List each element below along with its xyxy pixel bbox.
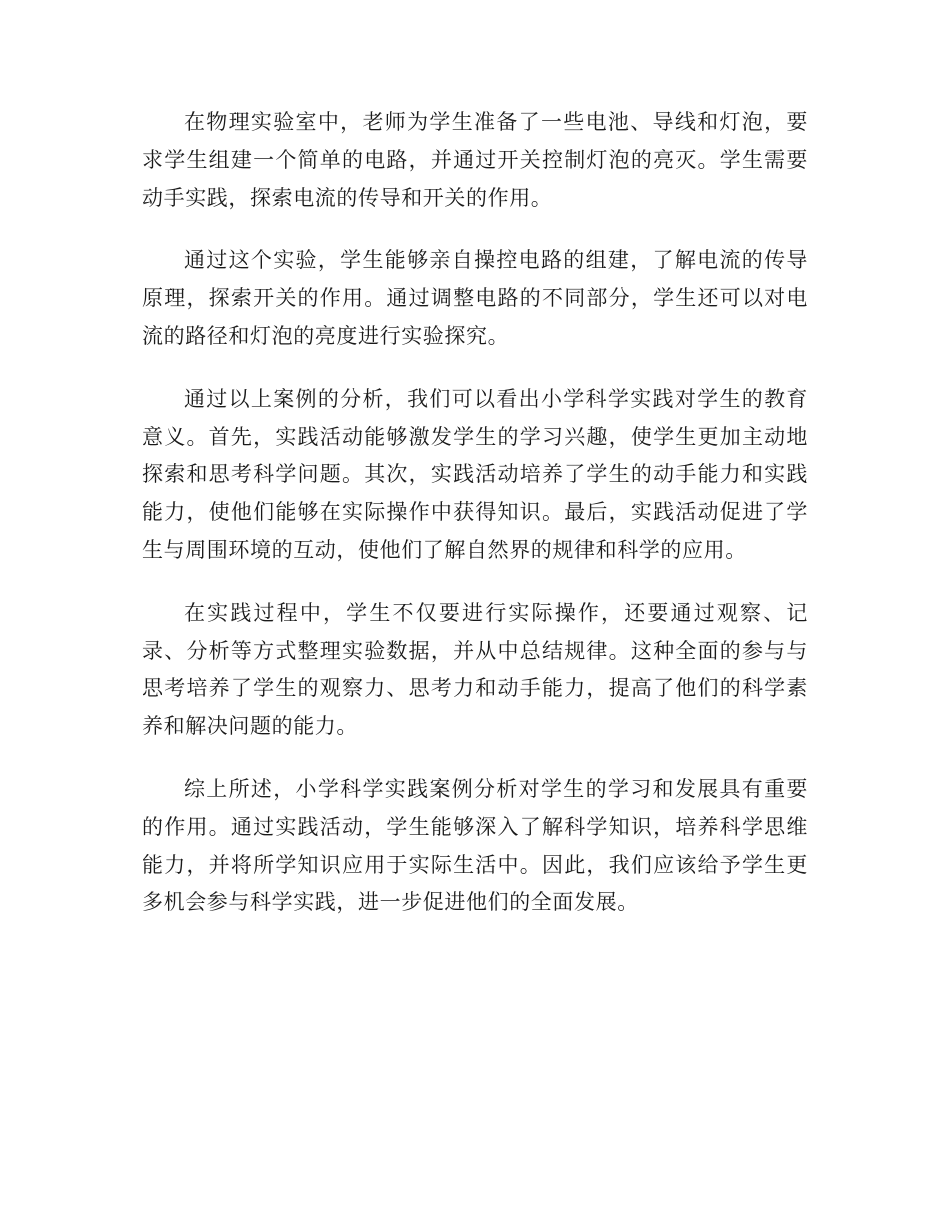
document-body bbox=[142, 104, 808, 947]
paragraph-practice-process: 在实践过程中，学生不仅要进行实际操作，还要通过观察、记录、分析等方式整理实验数据，并从中总结规律。这种全面的参与与思考培养了学生的观察力、思考力和动手能力，提高了他们的科学素养和解决问题的能力。 bbox=[142, 600, 808, 739]
paragraph-conclusion: 综上所述，小学科学实践案例分析对学生的学习和发展具有重要的作用。通过实践活动，学生能够深入了解科学知识，培养科学思维能力，并将所学知识应用于实际生活中。因此，我们应该给予学生更多机会参与科学实践，进一步促进他们的全面发展。 bbox=[142, 776, 808, 915]
paragraph-educational-significance: 通过以上案例的分析，我们可以看出小学科学实践对学生的教育意义。首先，实践活动能够激发学生的学习兴趣，使学生更加主动地探索和思考科学问题。其次，实践活动培养了学生的动手能力和实践能力，使他们能够在实际操作中获得知识。最后，实践活动促进了学生与周围环境的互动，使他们了解自然界的规律和科学的应用。 bbox=[142, 386, 808, 562]
paragraph-circuit-experiment: 在物理实验室中，老师为学生准备了一些电池、导线和灯泡，要求学生组建一个简单的电路，并通过开关控制灯泡的亮灭。学生需要动手实践，探索电流的传导和开关的作用。 bbox=[142, 110, 808, 210]
paragraph-experiment-outcome: 通过这个实验，学生能够亲自操控电路的组建，了解电流的传导原理，探索开关的作用。通过调整电路的不同部分，学生还可以对电流的路径和灯泡的亮度进行实验探究。 bbox=[142, 248, 808, 348]
